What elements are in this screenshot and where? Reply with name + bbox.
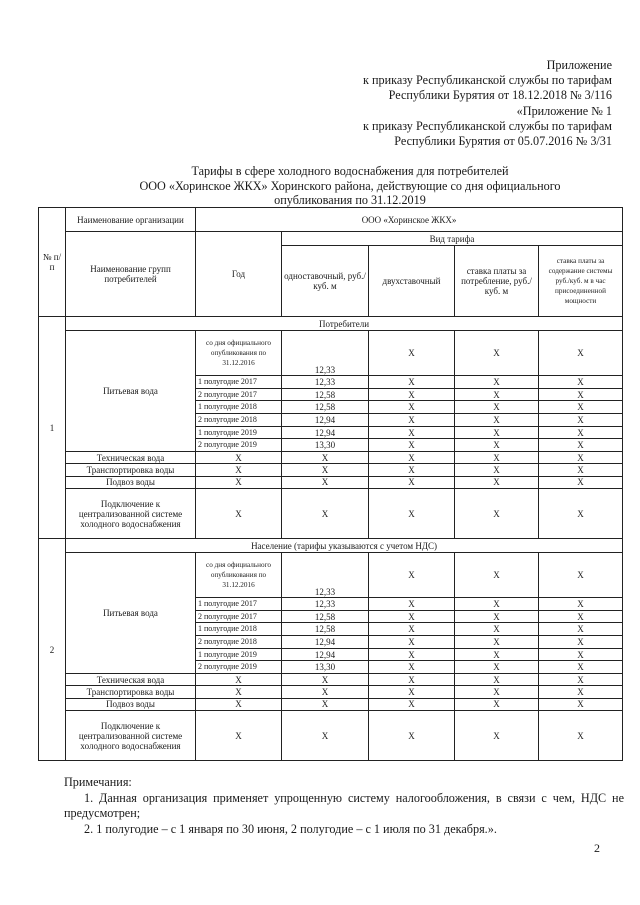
- title-line: Тарифы в сфере холодного водоснабжения для потребителей: [191, 164, 509, 178]
- x-mark-cell: X: [282, 452, 369, 464]
- x-mark-cell: X: [455, 711, 539, 761]
- x-mark-cell: X: [455, 610, 539, 623]
- x-mark-cell: X: [539, 452, 623, 464]
- header-org-value: ООО «Хоринское ЖКХ»: [196, 208, 623, 232]
- notes-title: Примечания:: [64, 775, 132, 789]
- x-mark-cell: X: [196, 698, 282, 710]
- tariff-value-cell: 12,94: [282, 426, 369, 439]
- table-row: [39, 711, 623, 761]
- header-line: к приказу Республиканской службы по тарифам: [363, 118, 612, 133]
- tariff-value-cell: 12,33: [282, 598, 369, 611]
- x-mark-cell: X: [369, 711, 455, 761]
- x-mark-cell: X: [455, 414, 539, 427]
- x-mark-cell: X: [369, 414, 455, 427]
- x-mark-cell: X: [455, 623, 539, 636]
- x-mark-cell: X: [369, 401, 455, 414]
- period-cell: 2 полугодие 2017: [196, 388, 282, 401]
- header-line: Республики Бурятия от 05.07.2016 № 3/31: [394, 134, 612, 149]
- x-mark-cell: X: [282, 489, 369, 539]
- x-mark-cell: X: [539, 401, 623, 414]
- table-row: [39, 489, 623, 539]
- x-mark-cell: X: [539, 686, 623, 698]
- x-mark-cell: X: [369, 636, 455, 649]
- x-mark-cell: X: [539, 439, 623, 452]
- x-mark-cell: X: [282, 711, 369, 761]
- period-cell: 2 полугодие 2018: [196, 414, 282, 427]
- x-mark-cell: X: [539, 610, 623, 623]
- x-mark-cell: X: [369, 439, 455, 452]
- x-mark-cell: X: [539, 553, 623, 598]
- header-capacity-rate: ставка платы за содержание системы руб./куб. м в час присоединенной мощности: [539, 246, 623, 317]
- header-one-rate: одноставочный, руб./ куб. м: [282, 246, 369, 317]
- x-mark-cell: X: [282, 464, 369, 476]
- x-mark-cell: X: [539, 674, 623, 686]
- x-mark-cell: X: [539, 711, 623, 761]
- x-mark-cell: X: [196, 686, 282, 698]
- x-mark-cell: X: [455, 401, 539, 414]
- tariff-value-cell: 12,94: [282, 636, 369, 649]
- x-mark-cell: X: [455, 698, 539, 710]
- section-title: Население (тарифы указываются с учетом НДС): [66, 539, 623, 553]
- header-year: Год: [196, 232, 282, 317]
- period-cell: 1 полугодие 2019: [196, 648, 282, 661]
- x-mark-cell: X: [455, 476, 539, 488]
- table-row: [39, 698, 623, 710]
- x-mark-cell: X: [455, 388, 539, 401]
- x-mark-cell: X: [369, 426, 455, 439]
- tariff-value-cell: 12,58: [282, 401, 369, 414]
- tariff-value-cell: 12,33: [282, 376, 369, 389]
- x-mark-cell: X: [196, 464, 282, 476]
- x-mark-cell: X: [455, 598, 539, 611]
- tariff-table: [38, 207, 623, 761]
- x-mark-cell: X: [282, 698, 369, 710]
- x-mark-cell: X: [455, 426, 539, 439]
- header-org-label: Наименование организации: [66, 208, 196, 232]
- x-mark-cell: X: [455, 489, 539, 539]
- consumer-group-cell: Техническая вода: [66, 452, 196, 464]
- consumer-group-cell: Подвоз воды: [66, 476, 196, 488]
- period-cell: 2 полугодие 2019: [196, 439, 282, 452]
- x-mark-cell: X: [369, 598, 455, 611]
- tariff-value-cell: 13,30: [282, 661, 369, 674]
- x-mark-cell: X: [539, 388, 623, 401]
- period-cell: 2 полугодие 2017: [196, 610, 282, 623]
- x-mark-cell: X: [455, 331, 539, 376]
- tariff-value-cell: 12,94: [282, 648, 369, 661]
- period-cell: 1 полугодие 2017: [196, 376, 282, 389]
- tariff-value-cell: 13,30: [282, 439, 369, 452]
- x-mark-cell: X: [539, 414, 623, 427]
- tariff-value-cell: 12,58: [282, 623, 369, 636]
- x-mark-cell: X: [369, 388, 455, 401]
- note-item: 2. 1 полугодие – с 1 января по 30 июня, 2 полугодие – с 1 июля по 31 декабря.».: [84, 821, 497, 836]
- x-mark-cell: X: [369, 661, 455, 674]
- x-mark-cell: X: [455, 686, 539, 698]
- table-row: [39, 452, 623, 464]
- header-line: «Приложение № 1: [516, 103, 612, 118]
- section-title: Потребители: [66, 317, 623, 331]
- page-number: 2: [594, 841, 600, 855]
- x-mark-cell: X: [282, 476, 369, 488]
- consumer-group-cell: Подвоз воды: [66, 698, 196, 710]
- x-mark-cell: X: [369, 648, 455, 661]
- x-mark-cell: X: [369, 331, 455, 376]
- period-cell: 1 полугодие 2017: [196, 598, 282, 611]
- header-line: Республики Бурятия от 18.12.2018 № 3/116: [388, 88, 612, 103]
- title-line: ООО «Хоринское ЖКХ» Хоринского района, действующие со дня официального: [139, 178, 561, 193]
- period-cell: со дня официального опубликования по 31.12.2016: [196, 331, 282, 376]
- table-row: [39, 553, 623, 598]
- period-cell: 1 полугодие 2018: [196, 623, 282, 636]
- header-number-cell: № п/ п: [39, 208, 66, 317]
- header-tariff-type: Вид тарифа: [282, 232, 623, 246]
- table-row: [39, 476, 623, 488]
- period-cell: 1 полугодие 2018: [196, 401, 282, 414]
- x-mark-cell: X: [539, 648, 623, 661]
- tariff-value-cell: 12,58: [282, 610, 369, 623]
- x-mark-cell: X: [369, 476, 455, 488]
- tariff-value-cell: 12,33: [282, 331, 369, 376]
- tariff-value-cell: 12,58: [282, 388, 369, 401]
- x-mark-cell: X: [539, 598, 623, 611]
- x-mark-cell: X: [369, 452, 455, 464]
- x-mark-cell: X: [455, 553, 539, 598]
- period-cell: 2 полугодие 2018: [196, 636, 282, 649]
- x-mark-cell: X: [369, 698, 455, 710]
- table-row: [39, 331, 623, 376]
- notes: [64, 775, 624, 837]
- title-line: опубликования по 31.12.2019: [274, 193, 426, 208]
- x-mark-cell: X: [369, 674, 455, 686]
- consumer-group-cell: Питьевая вода: [66, 553, 196, 674]
- x-mark-cell: X: [369, 489, 455, 539]
- document-title: [80, 164, 620, 208]
- x-mark-cell: X: [539, 661, 623, 674]
- x-mark-cell: X: [196, 452, 282, 464]
- x-mark-cell: X: [539, 331, 623, 376]
- x-mark-cell: X: [196, 711, 282, 761]
- consumer-group-cell: Питьевая вода: [66, 331, 196, 452]
- consumer-group-cell: Подключение к централизованной системе холодного водоснабжения: [66, 711, 196, 761]
- x-mark-cell: X: [369, 623, 455, 636]
- x-mark-cell: X: [369, 686, 455, 698]
- section-number: 2: [39, 539, 66, 761]
- x-mark-cell: X: [369, 553, 455, 598]
- header-consumption-rate: ставка платы за потребление, руб./ куб. м: [455, 246, 539, 317]
- x-mark-cell: X: [455, 636, 539, 649]
- document-header: [282, 58, 612, 149]
- table-row: [39, 686, 623, 698]
- tariff-value-cell: 12,33: [282, 553, 369, 598]
- tariff-value-cell: 12,94: [282, 414, 369, 427]
- header-line: к приказу Республиканской службы по тарифам: [363, 73, 612, 88]
- table-row: [39, 674, 623, 686]
- x-mark-cell: X: [369, 376, 455, 389]
- consumer-group-cell: Техническая вода: [66, 674, 196, 686]
- x-mark-cell: X: [282, 686, 369, 698]
- x-mark-cell: X: [539, 623, 623, 636]
- x-mark-cell: X: [455, 439, 539, 452]
- x-mark-cell: X: [539, 698, 623, 710]
- x-mark-cell: X: [455, 376, 539, 389]
- period-cell: 1 полугодие 2019: [196, 426, 282, 439]
- x-mark-cell: X: [455, 648, 539, 661]
- header-line: Приложение: [546, 58, 612, 72]
- x-mark-cell: X: [539, 464, 623, 476]
- x-mark-cell: X: [539, 489, 623, 539]
- period-cell: 2 полугодие 2019: [196, 661, 282, 674]
- x-mark-cell: X: [455, 464, 539, 476]
- x-mark-cell: X: [196, 476, 282, 488]
- x-mark-cell: X: [539, 376, 623, 389]
- period-cell: со дня официального опубликования по 31.12.2016: [196, 553, 282, 598]
- consumer-group-cell: Транспортировка воды: [66, 464, 196, 476]
- note-item: 1. Данная организация применяет упрощенную систему налогообложения, в связи с чем, НДС не предусмотрен;: [64, 790, 624, 820]
- x-mark-cell: X: [539, 636, 623, 649]
- x-mark-cell: X: [455, 674, 539, 686]
- header-two-rate: двухставочный: [369, 246, 455, 317]
- x-mark-cell: X: [282, 674, 369, 686]
- x-mark-cell: X: [539, 426, 623, 439]
- section-number: 1: [39, 317, 66, 539]
- x-mark-cell: X: [196, 674, 282, 686]
- x-mark-cell: X: [369, 464, 455, 476]
- x-mark-cell: X: [369, 610, 455, 623]
- x-mark-cell: X: [196, 489, 282, 539]
- x-mark-cell: X: [539, 476, 623, 488]
- x-mark-cell: X: [455, 661, 539, 674]
- header-groups: Наименование групп потребителей: [66, 232, 196, 317]
- table-row: [39, 464, 623, 476]
- x-mark-cell: X: [455, 452, 539, 464]
- consumer-group-cell: Подключение к централизованной системе холодного водоснабжения: [66, 489, 196, 539]
- consumer-group-cell: Транспортировка воды: [66, 686, 196, 698]
